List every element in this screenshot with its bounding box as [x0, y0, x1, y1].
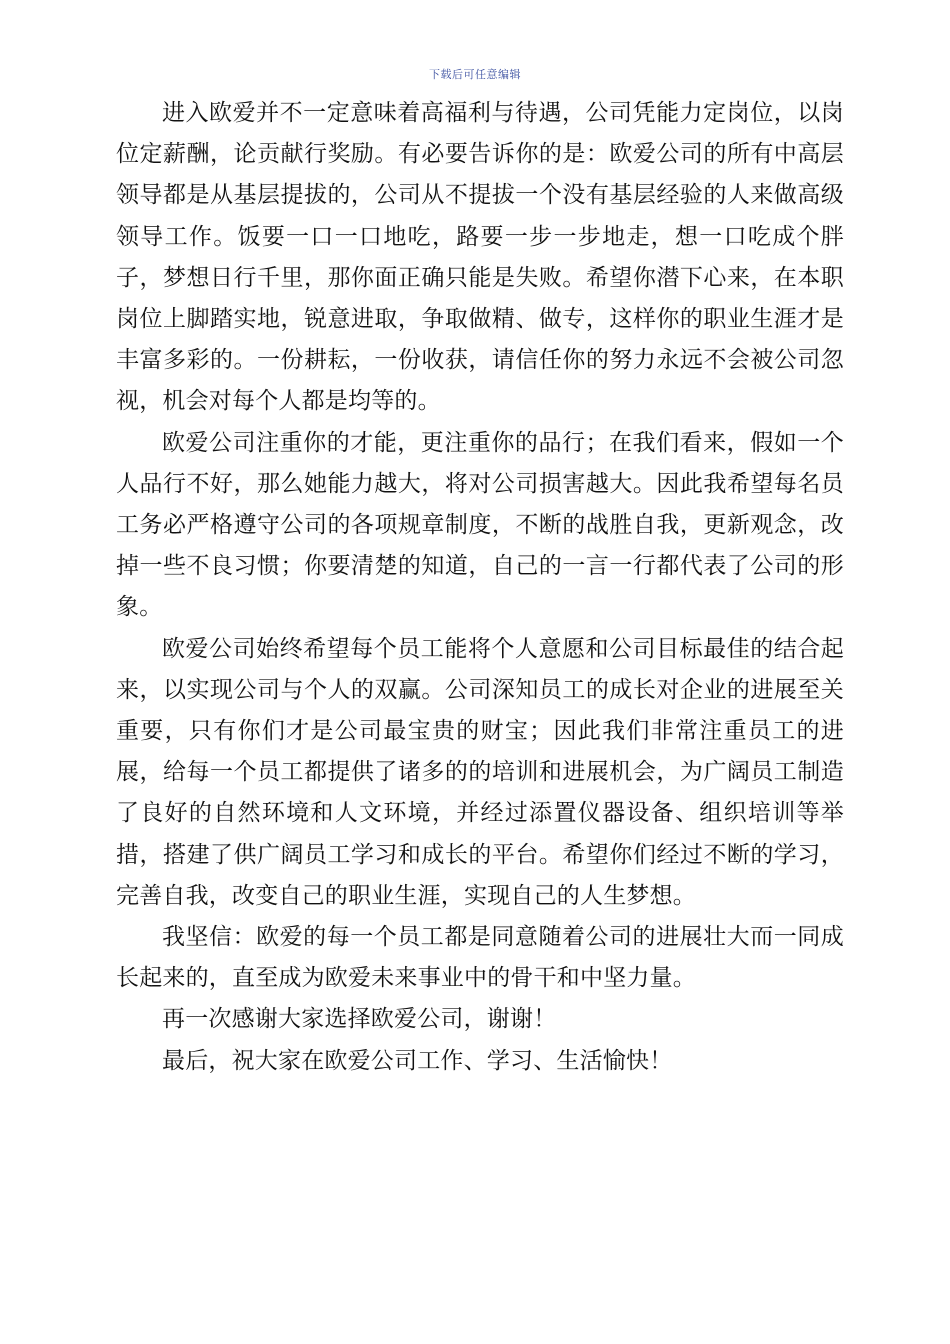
paragraph-promotion-policy: 进入欧爱并不一定意味着高福利与待遇，公司凭能力定岗位，以岗位定薪酬，论贡献行奖励。有必要告诉你的是：欧爱公司的所有中高层领导都是从基层提拔的，公司从不提拔一个没有基层经验的人来做高级领导工作。饭要一口一口地吃，路要一步一步地走，想一口吃成个胖子，梦想日行千里，那你面正确只能是失败。希望你潜下心来，在本职岗位上脚踏实地，锐意进取，争取做精、做专，这样你的职业生涯才是丰富多彩的。一份耕耘，一份收获，请信任你的努力永远不会被公司忽视，机会对每个人都是均等的。: [116, 100, 844, 415]
document-body: [116, 93, 844, 1082]
paragraph-character-values: 欧爱公司注重你的才能，更注重你的品行；在我们看来，假如一个人品行不好，那么她能力越大，将对公司损害越大。因此我希望每名员工务必严格遵守公司的各项规章制度，不断的战胜自我，更新观念，改掉一些不良习惯；你要清楚的知道，自己的一言一行都代表了公司的形象。: [116, 429, 844, 621]
download-editable-note: 下载后可任意编辑: [429, 68, 521, 81]
paragraph-thanks: 再一次感谢大家选择欧爱公司，谢谢！: [162, 1006, 557, 1033]
paragraph-belief: 我坚信：欧爱的每一个员工都是同意随着公司的进展壮大而一同成长起来的，直至成为欧爱未来事业中的骨干和中坚力量。: [116, 924, 844, 992]
paragraph-closing-wish: 最后，祝大家在欧爱公司工作、学习、生活愉快！: [162, 1047, 673, 1074]
paragraph-employee-development: 欧爱公司始终希望每个员工能将个人意愿和公司目标最佳的结合起来，以实现公司与个人的双赢。公司深知员工的成长对企业的进展至关重要，只有你们才是公司最宝贵的财宝；因此我们非常注重员工的进展，给每一个员工都提供了诸多的的培训和进展机会，为广阔员工制造了良好的自然环境和人文环境，并经过添置仪器设备、组织培训等举措，搭建了供广阔员工学习和成长的平台。希望你们经过不断的学习，完善自我，改变自己的职业生涯，实现自己的人生梦想。: [116, 635, 844, 909]
